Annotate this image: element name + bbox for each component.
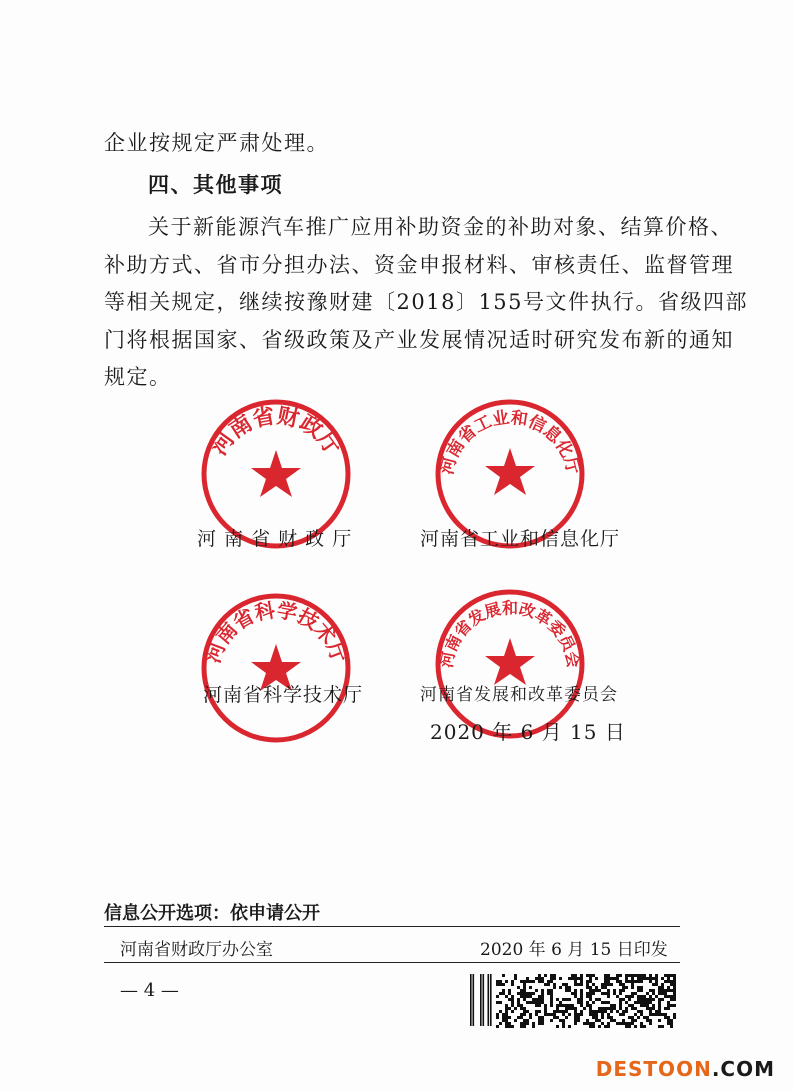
body-line-7: 规定。 [104,365,172,389]
seal-finance-ring-text: 河南省财政厅 [206,402,346,461]
barcode-graphic [470,972,678,1028]
watermark-part1: DESTOON [595,1057,712,1081]
seal-development-ring-text: 河南省发展和改革委员会 [436,598,584,670]
body-line-1: 企业按规定严肃处理。 [104,131,329,155]
seal-industry-ring-text: 河南省工业和信息化厅 [437,407,583,477]
org-industry: 河南省工业和信息化厅 [420,528,621,550]
org-finance: 河 南 省 财 政 厅 [197,528,353,550]
disclosure-option: 信息公开选项：依申请公开 [104,903,320,924]
seal-science [198,590,354,746]
org-science: 河南省科学技术厅 [203,684,364,706]
section-heading: 四、其他事项 [148,173,283,197]
body-line-4: 补助方式、省市分担办法、资金申报材料、审核责任、监督管理 [104,253,734,277]
document-date: 2020 年 6 月 15 日 [430,720,626,744]
body-line-5: 等相关规定，继续按豫财建〔2018〕155号文件执行。省级四部 [104,290,749,314]
watermark-part2: .COM [711,1057,775,1081]
body-line-3: 关于新能源汽车推广应用补助资金的补助对象、结算价格、 [148,215,733,239]
watermark-logo [596,1057,775,1081]
issue-date: 2020 年 6 月 15 日印发 [480,940,668,960]
seal-science-ring-text: 河南省科学技术厅 [200,597,352,666]
org-development: 河南省发展和改革委员会 [420,685,618,705]
issuer-office: 河南省财政厅办公室 [120,940,273,960]
body-line-6: 门将根据国家、省级政策及产业发展情况适时研究发布新的通知 [104,328,734,352]
footer-rule-bottom [104,962,680,963]
page-number: — 4 — [120,980,179,1001]
footer-rule-top [104,926,680,927]
